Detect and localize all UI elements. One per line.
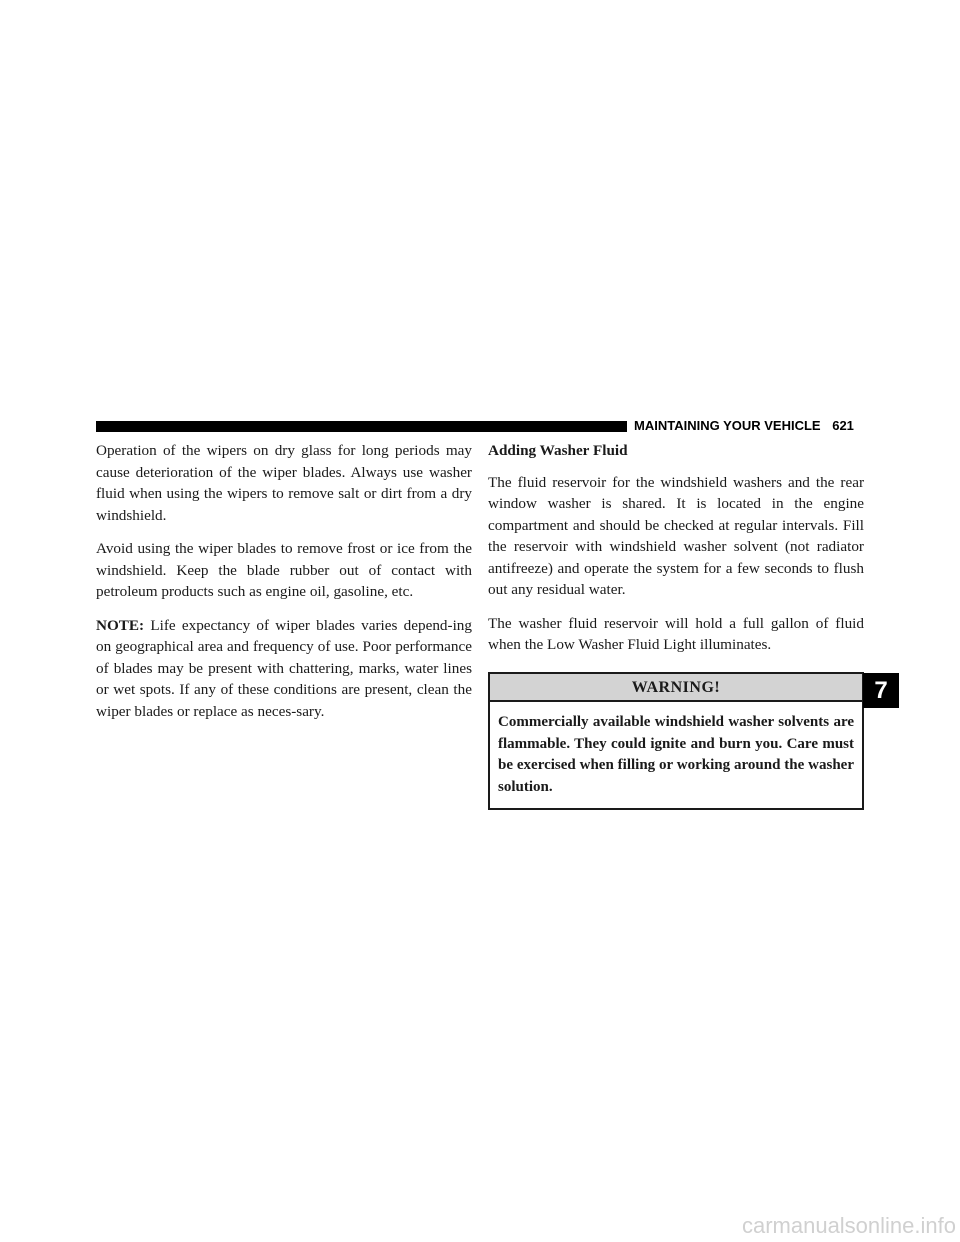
right-column [488,440,864,810]
note-text: Life expectancy of wiper blades varies depend-ing on geographical area and frequency of use. Poor performance of blades may be present with chattering, marks, water lines or wet spots. If any of these conditions are present, clean the wiper blades or replace as neces-sary. [96,616,472,720]
paragraph-frost-ice: Avoid using the wiper blades to remove frost or ice from the windshield. Keep the blade rubber out of contact with petroleum products such as engine oil, gasoline, etc. [96,540,472,600]
watermark: carmanualsonline.info [741,1213,956,1238]
header-rule [96,421,627,432]
warning-text: Commercially available windshield washer solvents are flammable. They could ignite and burn you. Care must be exercised when filling or working around the washer solution. [498,714,854,795]
section-heading: Adding Washer Fluid [488,442,628,459]
paragraph-reservoir: The fluid reservoir for the windshield washers and the rear window washer is shared. It is located in the engine compartment and should be checked at regular intervals. Fill the reservoir with windshield washer solvent (not radiator antifreeze) and operate the system for a few seconds to flush out any residual water. [488,473,864,598]
paragraph-wipers-dry-glass: Operation of the wipers on dry glass for long periods may cause deterioration of the wiper blades. Always use washer fluid when using the wipers to remove salt or dirt from a dry windshield. [96,442,472,524]
running-head [634,418,854,433]
warning-box [488,672,864,811]
left-column [96,440,472,734]
section-tab: 7 [863,673,899,708]
note-paragraph [96,615,472,723]
section-title: MAINTAINING YOUR VEHICLE [634,418,821,433]
note-label: NOTE: [96,616,145,634]
page-number: 621 [832,418,854,433]
paragraph-capacity: The washer fluid reservoir will hold a full gallon of fluid when the Low Washer Fluid Light illuminates. [488,614,864,653]
warning-title: WARNING! [490,674,862,703]
